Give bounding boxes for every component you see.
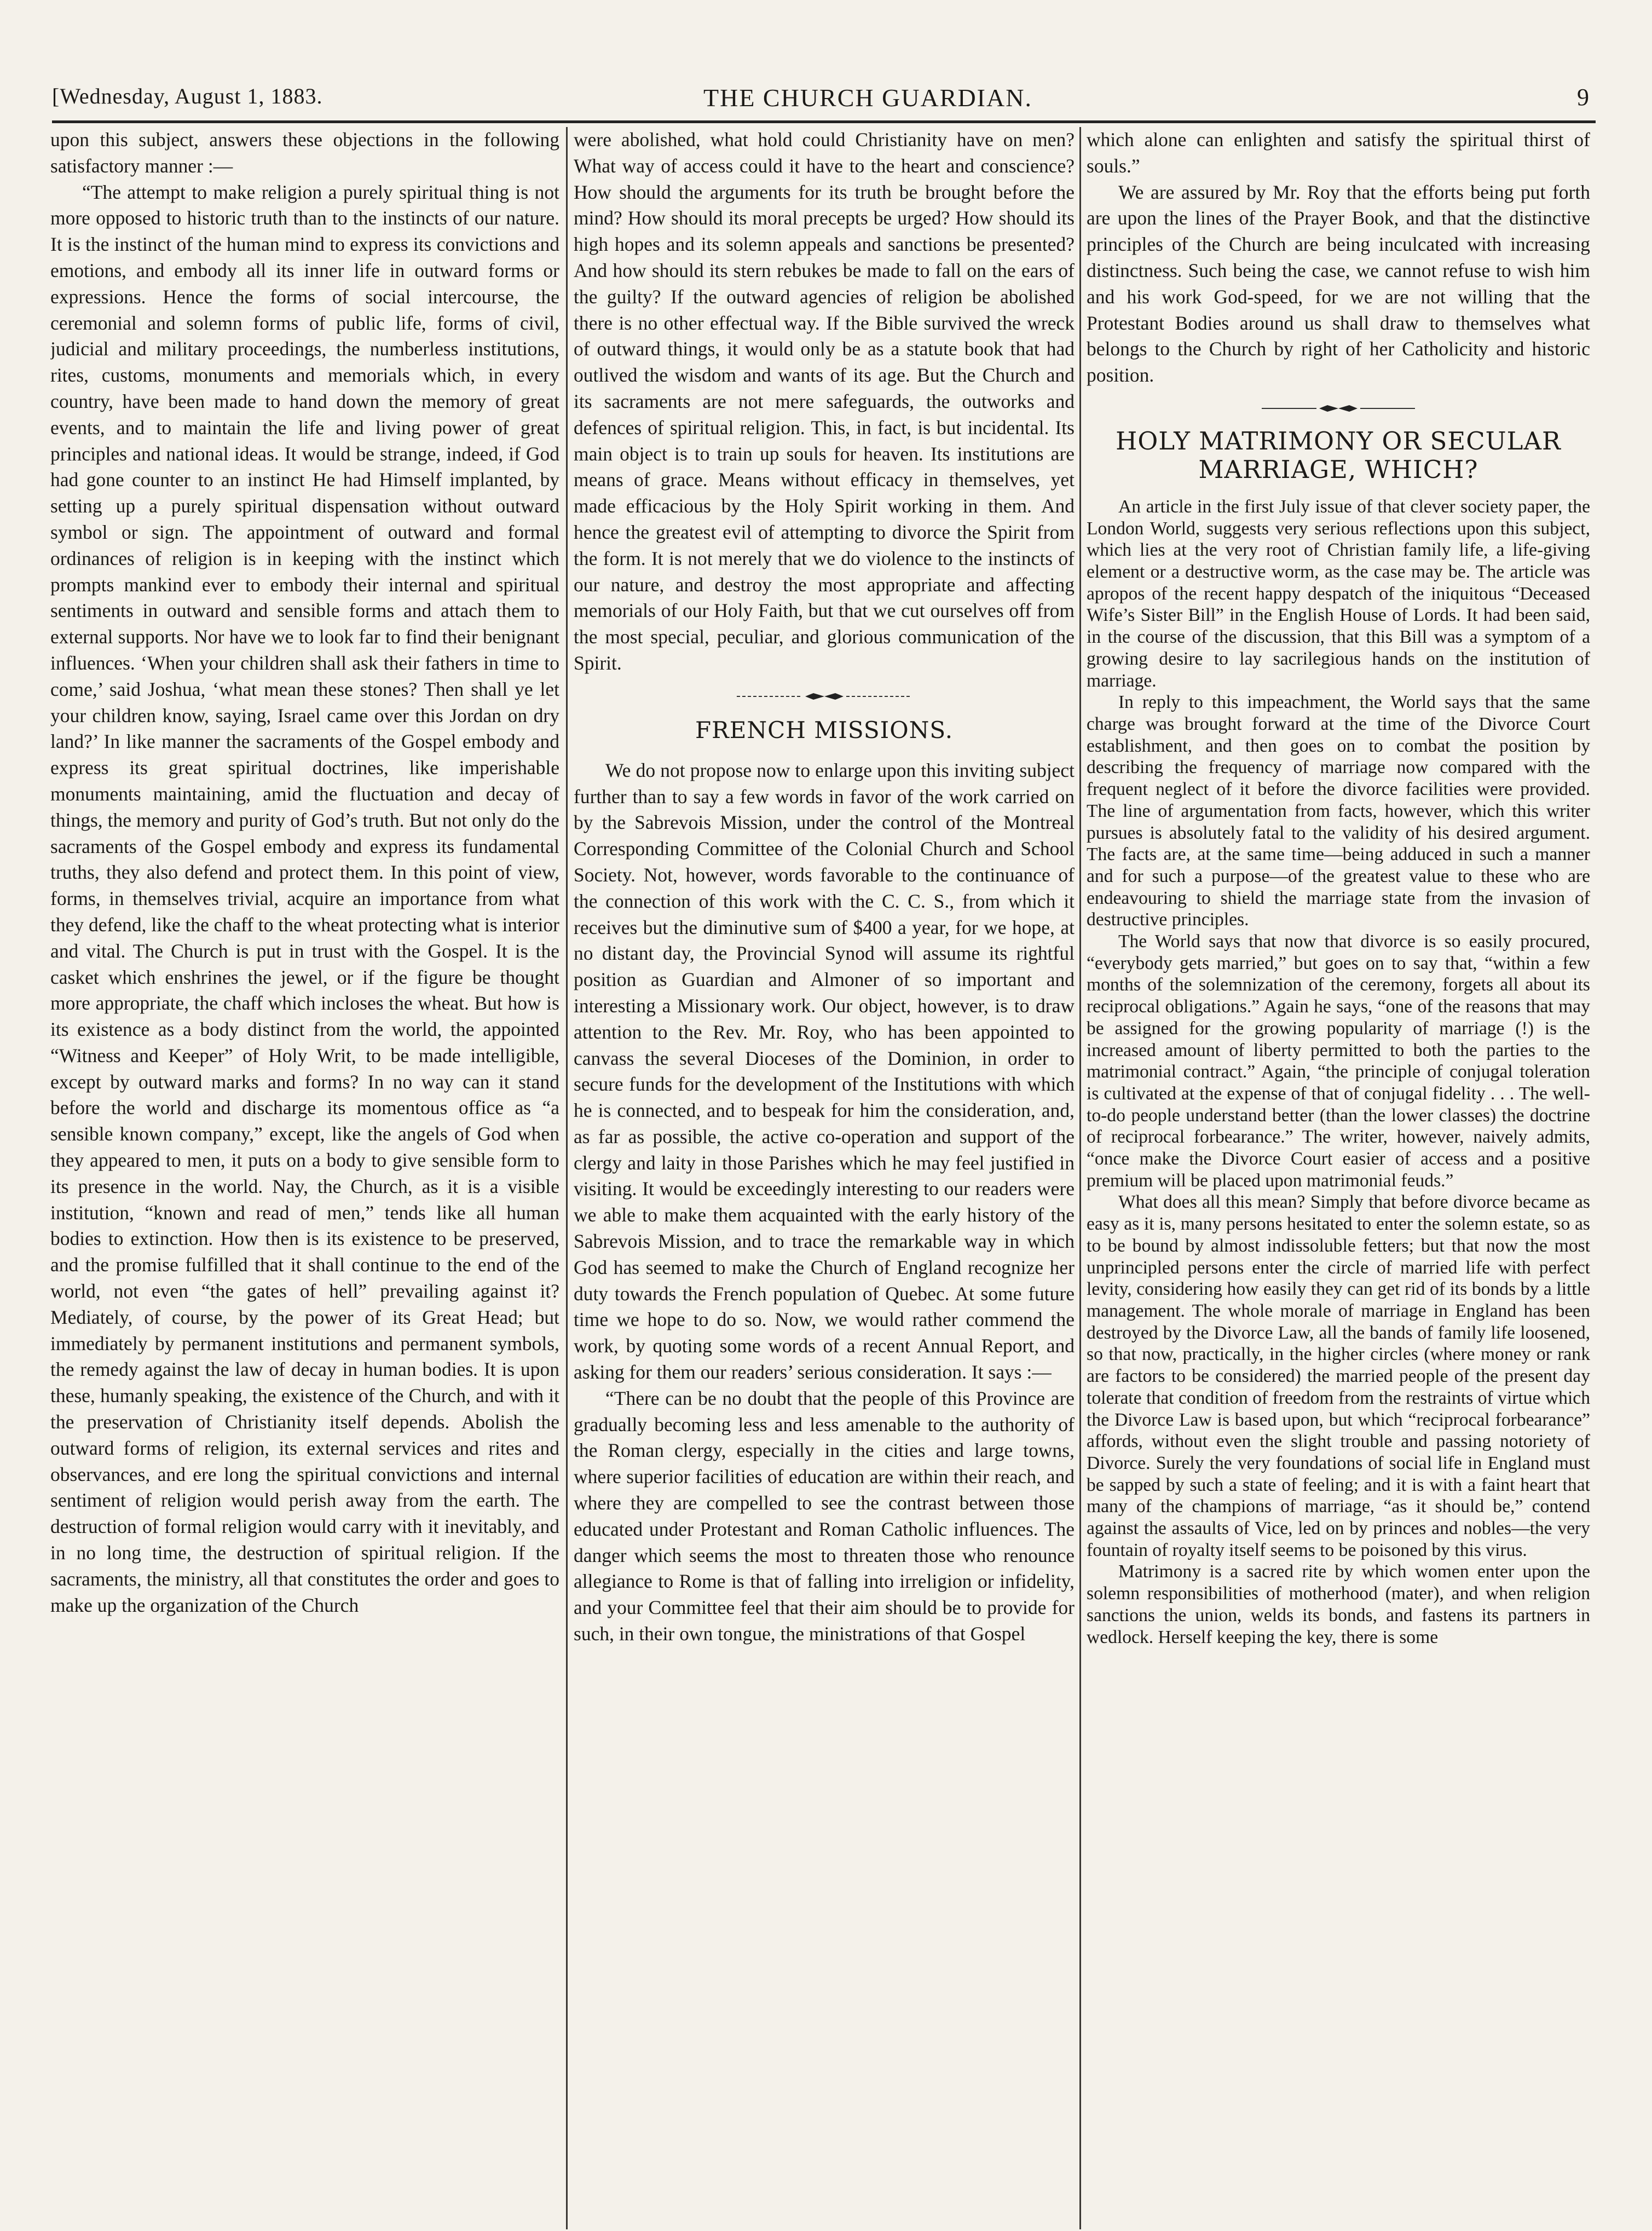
column-divider-2 <box>1079 127 1081 2229</box>
page-number: 9 <box>1577 84 1589 111</box>
section-divider-ornament-2 <box>1087 392 1590 425</box>
column3-paragraph-3: An article in the first July issue of that clever society paper, the London World, suggests very serious reflections upon this subject, which lies at the very root of Christian family life, a life-giving element or a destructive worm, as the case may be. The article was apropos of the recent happy despatch of the iniquitous “Deceased Wife’s Sister Bill” in the English House of Lords. It had been said, in the course of the discussion, that this Bill was a symptom of a growing desire to lay sacrilegious hands on the institution of marriage. <box>1087 496 1590 691</box>
column2-paragraph-2: We do not propose now to enlarge upon this inviting subject further than to say a few words in favor of the work carried on by the Sabrevois Mission, under the control of the Montreal Corresponding Committee of the Colonial Church and School Society. Not, however, words favorable to the continuance of the connection of this work with the C. C. S., from which it receives but the diminutive sum of $400 a year, for we hope, at no distant day, the Provincial Synod will assume its rightful position as Guardian and Almoner of so important and interesting a Missionary work. Our object, however, is to draw attention to the Rev. Mr. Roy, who has been appointed to canvass the several Dioceses of the Dominion, in order to secure funds for the development of the Institutions with which he is connected, and to bespeak for him the consideration, and, as far as possible, the active co-operation and support of the clergy and laity in those Parishes which he may feel justified in visiting. It would be exceedingly interesting to our readers were we able to make them acquainted with the early history of the Sabrevois Mission, and to trace the remarkable way in which God has seemed to make the Church of England recognize her duty towards the French population of Quebec. At some future time we hope to do so. Now, we would rather commend the work, by quoting some words of a recent Annual Report, and asking for them our readers’ serious consideration. It says :— <box>574 759 1075 1383</box>
heading-french-missions: FRENCH MISSIONS. <box>695 716 954 743</box>
page-header <box>52 83 1596 122</box>
column-1 <box>50 127 559 2229</box>
column1-paragraph-1: upon this subject, answers these objections in the following satisfactory manner :— <box>50 129 559 177</box>
column3-paragraph-6: What does all this mean? Simply that before divorce became as easy as it is, many persons hesitated to enter the solemn estate, so as to be bound by almost indissoluble fetters; but that now the most unprincipled persons enter the circle of married life with perfect levity, considering how easily they can get rid of its bonds by a little management. The whole morale of marriage in England has been destroyed by the Divorce Law, all the bands of family life loosened, so that now, practically, in the higher circles (where money or rank are factors to be considered) the married people of the present day tolerate that condition of freedom from the restraints of virtue which the Divorce Law is based upon, but which “reciprocal forbearance” affords, without even the slight trouble and passing notoriety of Divorce. Surely the very foundations of social life in England must be sapped by such a state of feeling; and it is with a faint heart that many of the champions of marriage, “as it should be,” contend against the assaults of Vice, led on by princes and nobles—the very fountain of royalty itself seems to be poisoned by this virus. <box>1087 1192 1590 1560</box>
column3-paragraph-4: In reply to this impeachment, the World says that the same charge was brought forward at the time of the Divorce Court establishment, and then goes on to combat the position by describing the frequency of marriage now compared with the frequent neglect of it before the divorce facilities were provided. The line of argumentation from facts, however, which this writer pursues is absolutely fatal to the validity of his desired argument. The facts are, at the same time—being adduced in such a manner and for such a purpose—of the greatest value to these who are endeavouring to shield the marriage state from the invasion of destructive principles. <box>1087 692 1590 930</box>
column2-paragraph-1: were abolished, what hold could Christianity have on men? What way of access could it have to the heart and conscience? How should the arguments for its truth be brought before the mind? How should its moral precepts be urged? How should its high hopes and its solemn appeals and sanctions be presented? And how should its stern rebukes be made to fall on the ears of the guilty? If the outward agencies of religion be abolished there is no other effectual way. If the Bible survived the wreck of outward things, it would only be as a statute book that had outlived the wisdom and wants of its age. But the Church and its sacraments are not mere safeguards, the outworks and defences of spiritual religion. This, in fact, is but incidental. Its main object is to train up souls for heaven. Its institutions are means of grace. Means without efficacy in themselves, yet made efficacious by the Holy Spirit working in them. And hence the greatest evil of attempting to divorce the Spirit from the form. It is not merely that we do violence to the instincts of our nature, and destroy the most appropriate and affecting memorials of our Holy Faith, but that we cut ourselves off from the most special, peculiar, and glorious communication of the Spirit. <box>574 129 1075 674</box>
issue-date: [Wednesday, August 1, 1883. <box>52 84 323 108</box>
column3-paragraph-1: which alone can enlighten and satisfy the spiritual thirst of souls.” <box>1087 129 1590 177</box>
column3-paragraph-5: The World says that now that divorce is so easily procured, “everybody gets married,” but goes on to say that, “within a few months of the solemnization of the ceremony, forgets all about its reciprocal obligations.” Again he says, “one of the reasons that may be assigned for the growing popularity of marriage (!) is the increased amount of liberty permitted to both the parties to the matrimonial contract.” Again, “the principle of conjugal toleration is cultivated at the expense of that of conjugal fidelity . . . The well-to-do people understand better (than the lower classes) the doctrine of reciprocal forbearance.” The writer, however, naively admits, “once make the Divorce Court easier of access and a positive premium will be placed upon matrimonial feuds.” <box>1087 931 1590 1191</box>
column-divider-1 <box>566 127 568 2229</box>
column3-paragraph-2: We are assured by Mr. Roy that the efforts being put forth are upon the lines of the Prayer Book, and that the distinctive principles of the Church are being inculcated with increasing distinctness. Such being the case, we cannot refuse to wish him and his work God-speed, for we are not willing that the Protestant Bodies around us shall draw to themselves what belongs to the Church by right of her Catholicity and historic position. <box>1087 181 1590 387</box>
header-rule <box>52 120 1596 123</box>
heading-holy-matrimony: HOLY MATRIMONY OR SECULAR MARRIAGE, WHICH? <box>1116 426 1561 484</box>
section-divider-ornament <box>574 680 1075 713</box>
column3-paragraph-7: Matrimony is a sacred rite by which women enter upon the solemn responsibilities of motherhood (mater), and when religion sanctions the union, welds its bonds, and fastens its partners in wedlock. Herself keeping the key, there is some <box>1087 1561 1590 1647</box>
column1-paragraph-2: “The attempt to make religion a purely spiritual thing is not more opposed to historic truth than to the instincts of our nature. It is the instinct of the human mind to express its convictions and emotions, and embody all its inner life in outward forms or expressions. Hence the forms of social intercourse, the ceremonial and solemn forms of public life, forms of civil, judicial and military proceedings, the numberless institutions, rites, customs, monuments and memorials which, in every country, have been made to hand down the memory of great events, and to maintain the life and living power of great principles and national ideas. It would be strange, indeed, if God had gone counter to an instinct He had Himself implanted, by setting up a purely spiritual dispensation without outward symbol or sign. The appointment of outward and formal ordinances of religion is in keeping with the instinct which prompts mankind ever to embody their internal and spiritual sentiments in outward and sensible forms and attach them to external supports. Nor have we to look far to find their benignant influences. ‘When your children shall ask their fathers in time to come,’ said Joshua, ‘what mean these stones? Then shall ye let your children know, saying, Israel came over this Jordan on dry land?’ In like manner the sacraments of the Gospel embody and express its great spiritual doctrines, like imperishable monuments maintaining, amid the fluctuation and decay of things, the memory and purity of God’s truth. But not only do the sacraments of the Gospel embody and express its fundamental truths, they also defend and protect them. In this point of view, forms, in themselves trivial, acquire an importance from what they defend, like the chaff to the wheat protecting what is interior and vital. The Church is put in trust with the Gospel. It is the casket which enshrines the jewel, or if the figure be thought more appropriate, the chaff which incloses the wheat. But how is its existence as a body distinct from the world, the appointed “Witness and Keeper” of Holy Writ, to be made intelligible, except by outward marks and forms? In no way can it stand before the world and discharge its momentous office as “a sensible known company,” except, like the angels of God when they appeared to men, it puts on a body to give sensible form to its presence in the world. Nay, the Church, as it is a visible institution, “known and read of men,” tends like all human bodies to extinction. How then is its existence to be preserved, and the promise fulfilled that it shall continue to the end of the world, not even “the gates of hell” prevailing against it? Mediately, of course, by the power of its Great Head; but immediately by permanent institutions and permanent symbols, the remedy against the law of decay in human bodies. It is upon these, humanly speaking, the existence of the Church, and with it the preservation of Christianity itself depends. Abolish the outward forms of religion, its external services and rites and observances, and ere long the spiritual convictions and internal sentiment of religion would perish away from the earth. The destruction of formal religion would carry with it inevitably, and in no long time, the destruction of spiritual religion. If the sacraments, the ministry, all that constitutes the order and goes to make up the organization of the Church <box>50 181 559 1616</box>
column2-paragraph-3: “There can be no doubt that the people of this Province are gradually becoming less and less amenable to the authority of the Roman clergy, especially in the cities and large towns, where superior facilities of education are within their reach, and where they are compelled to see the contrast between those educated under Protestant and Roman Catholic influences. The danger which seems the most to threaten those who renounce allegiance to Rome is that of falling into irreligion or infidelity, and your Committee feel that their aim should be to provide for such, in their own tongue, the ministrations of that Gospel <box>574 1387 1075 1645</box>
column-2 <box>574 127 1075 2229</box>
column-3 <box>1087 127 1590 2229</box>
newspaper-title: THE CHURCH GUARDIAN. <box>703 84 1032 112</box>
